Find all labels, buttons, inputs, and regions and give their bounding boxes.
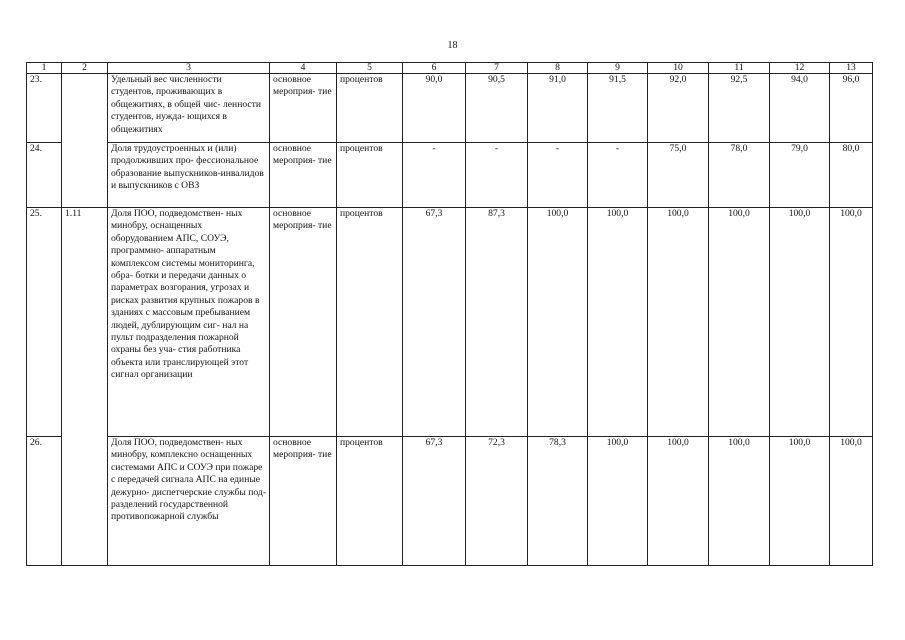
- column-number: 3: [108, 63, 270, 74]
- value-cell: 72,3: [466, 437, 528, 566]
- value-cell: 100,0: [770, 437, 830, 566]
- event-type: основное мероприя- тие: [270, 208, 337, 437]
- indicators-table: [26, 62, 873, 566]
- value-cell: 100,0: [528, 208, 588, 437]
- value-cell: 87,3: [466, 208, 528, 437]
- column-number: 6: [403, 63, 466, 74]
- value-cell: 79,0: [770, 143, 830, 208]
- column-number: 13: [830, 63, 873, 74]
- column-number: 5: [337, 63, 403, 74]
- indicator-name: Доля ПОО, подведомствен- ных минобру, комплексно оснащенных системами АПС и СОУЭ при пожаре с передачей сигнала АПС на единые дежурно- диспетчерские службы под- разделений государственной противопожарной службы: [108, 437, 270, 566]
- value-cell: -: [528, 143, 588, 208]
- indicator-name: Удельный вес численности студентов, проживающих в общежитиях, в общей чис- ленности студентов, нужда- ющихся в общежитиях: [108, 74, 270, 143]
- unit: процентов: [337, 208, 403, 437]
- value-cell: 90,0: [403, 74, 466, 143]
- value-cell: 67,3: [403, 208, 466, 437]
- value-cell: 91,0: [528, 74, 588, 143]
- row-number: 24.: [27, 143, 62, 208]
- table-row: [27, 74, 873, 143]
- value-cell: 100,0: [770, 208, 830, 437]
- value-cell: -: [403, 143, 466, 208]
- value-cell: 90,5: [466, 74, 528, 143]
- value-cell: 67,3: [403, 437, 466, 566]
- column-number: 2: [62, 63, 108, 74]
- value-cell: -: [588, 143, 648, 208]
- value-cell: 92,5: [709, 74, 770, 143]
- column-number: 4: [270, 63, 337, 74]
- column-number: 7: [466, 63, 528, 74]
- column-number: 9: [588, 63, 648, 74]
- indicator-name: Доля ПОО, подведомствен- ных минобру, оснащенных оборудованием АПС, СОУЭ, программно- аппаратным комплексом системы мониторинга, обра- ботки и передачи данных о параметрах возгорания, угрозах и рисках развития крупных пожаров в зданиях с массовым пребыванием людей, дублирующим сиг- нал на пульт подразделения пожарной охраны без уча- стия работника объекта или транслирующей этот сигнал организации: [108, 208, 270, 437]
- row-code: [62, 74, 108, 208]
- unit: процентов: [337, 437, 403, 566]
- row-number: 26.: [27, 437, 62, 566]
- value-cell: 78,0: [709, 143, 770, 208]
- column-number: 10: [648, 63, 709, 74]
- value-cell: -: [466, 143, 528, 208]
- column-number: 12: [770, 63, 830, 74]
- value-cell: 78,3: [528, 437, 588, 566]
- value-cell: 100,0: [588, 437, 648, 566]
- value-cell: 96,0: [830, 74, 873, 143]
- unit: процентов: [337, 143, 403, 208]
- value-cell: 100,0: [830, 437, 873, 566]
- table-row: [27, 143, 873, 208]
- value-cell: 75,0: [648, 143, 709, 208]
- row-code: 1.11: [62, 208, 108, 566]
- event-type: основное мероприя- тие: [270, 74, 337, 143]
- column-number: 11: [709, 63, 770, 74]
- value-cell: 92,0: [648, 74, 709, 143]
- value-cell: 100,0: [830, 208, 873, 437]
- value-cell: 91,5: [588, 74, 648, 143]
- page-number: 18: [447, 40, 458, 51]
- value-cell: 100,0: [588, 208, 648, 437]
- value-cell: 100,0: [648, 208, 709, 437]
- row-number: 25.: [27, 208, 62, 437]
- event-type: основное мероприя- тие: [270, 143, 337, 208]
- column-numbers-row: [27, 63, 873, 74]
- unit: процентов: [337, 74, 403, 143]
- table-row: [27, 208, 873, 437]
- value-cell: 100,0: [648, 437, 709, 566]
- table-row: [27, 437, 873, 566]
- value-cell: 80,0: [830, 143, 873, 208]
- value-cell: 100,0: [709, 437, 770, 566]
- column-number: 1: [27, 63, 62, 74]
- value-cell: 94,0: [770, 74, 830, 143]
- indicator-name: Доля трудоустроенных и (или) продолживших про- фессиональное образование выпускников-инвалидов и выпускников с ОВЗ: [108, 143, 270, 208]
- row-number: 23.: [27, 74, 62, 143]
- value-cell: 100,0: [709, 208, 770, 437]
- column-number: 8: [528, 63, 588, 74]
- event-type: основное мероприя- тие: [270, 437, 337, 566]
